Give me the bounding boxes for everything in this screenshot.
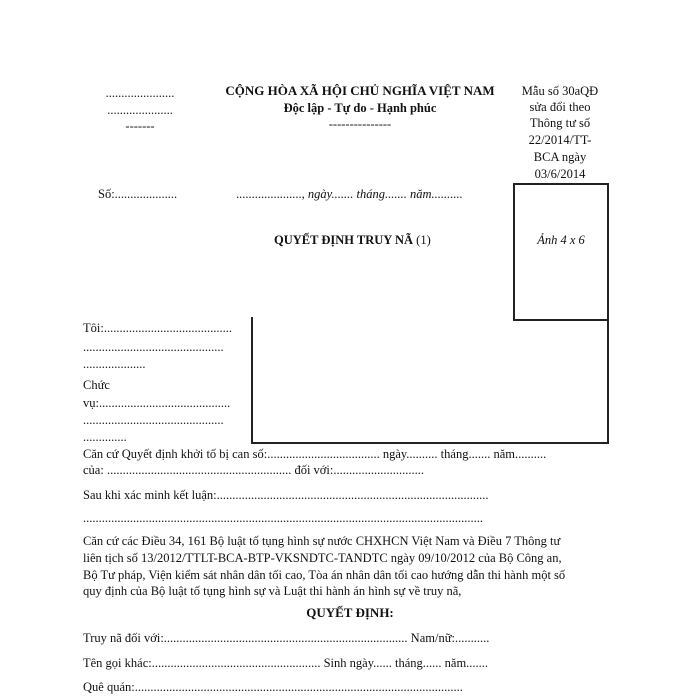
document-title [274, 232, 431, 248]
chuc-vu-line-2: ............................................. [83, 413, 224, 427]
alias-birth-line: Tên gọi khác:...................................................... Sinh ngày...... tháng...... năm....... [83, 656, 489, 670]
conclusion-line: Sau khi xác minh kết luận:....................................................................................... [83, 488, 489, 502]
wanted-person-line: Truy nã đối với:.............................................................................. Nam/nữ:........... [83, 631, 490, 645]
toi-line-2: ............................................. [83, 340, 224, 354]
motto: Độc lập - Tự do - Hạnh phúc [283, 101, 437, 115]
nation-title: CỘNG HÒA XÃ HỘI CHỦ NGHĨA VIỆT NAM [225, 83, 495, 98]
date-fields: ngày....... tháng....... năm.......... [307, 187, 463, 201]
form-note-5: BCA ngày [533, 150, 587, 164]
form-note-2: sửa đổi theo [529, 100, 591, 114]
issuing-agency-rule: ------- [125, 119, 155, 133]
date-line [236, 186, 463, 202]
prosecution-decision-line-1: Căn cứ Quyết định khởi tố bị can số:.................................... ngày.......... tháng....... năm.......... [83, 447, 547, 461]
issuing-agency-line-1: ...................... [105, 86, 175, 100]
document-title-note: (1) [413, 233, 431, 247]
chuc-vu-line-1: vụ:.......................................... [83, 396, 231, 410]
decision-heading: QUYẾT ĐỊNH: [306, 605, 394, 620]
legal-basis-line-3: Bộ Tư pháp, Viện kiểm sát nhân dân tối cao, Tòa án nhân dân tối cao hướng dẫn thi hành một số [83, 568, 566, 582]
document-number: Số:.................... [98, 187, 178, 201]
conclusion-dots: ................................................................................................................................ [83, 511, 483, 525]
form-note-3: Thông tư số [529, 116, 591, 130]
date-place: ....................., [236, 187, 308, 201]
toi-line-3: .................... [83, 357, 146, 371]
form-note-4: 22/2014/TT- [528, 133, 592, 147]
legal-basis-line-2: liên tịch số 13/2012/TTLT-BCA-BTP-VKSNDTC-TANDTC ngày 09/10/2012 của Bộ Công an, [83, 551, 562, 565]
legal-basis-line-4: quy định của Bộ luật tố tụng hình sự và Luật thi hành án hình sự về truy nã, [83, 584, 462, 598]
prosecution-decision-line-2: của: ........................................................... đối với:............................. [83, 463, 424, 477]
hometown-line: Quê quán:......................................................................................................... [83, 680, 463, 694]
chuc-vu-label: Chức [83, 378, 110, 392]
chuc-vu-line-3: .............. [83, 430, 127, 444]
form-note-6: 03/6/2014 [534, 167, 586, 181]
motto-rule: --------------- [328, 117, 392, 131]
toi-line-1: Tôi:......................................... [83, 321, 232, 335]
photo-label: Ảnh 4 x 6 [537, 233, 585, 247]
photo-box [513, 183, 609, 321]
photo-frame-border [251, 317, 609, 444]
form-note-1: Mẫu số 30aQĐ [521, 84, 599, 98]
legal-basis-line-1: Căn cứ các Điều 34, 161 Bộ luật tố tụng hình sự nước CHXHCN Việt Nam và Điều 7 Thông tư [83, 534, 561, 548]
issuing-agency-line-2: ..................... [107, 103, 173, 117]
document-title-text: QUYẾT ĐỊNH TRUY NÃ [274, 233, 414, 247]
